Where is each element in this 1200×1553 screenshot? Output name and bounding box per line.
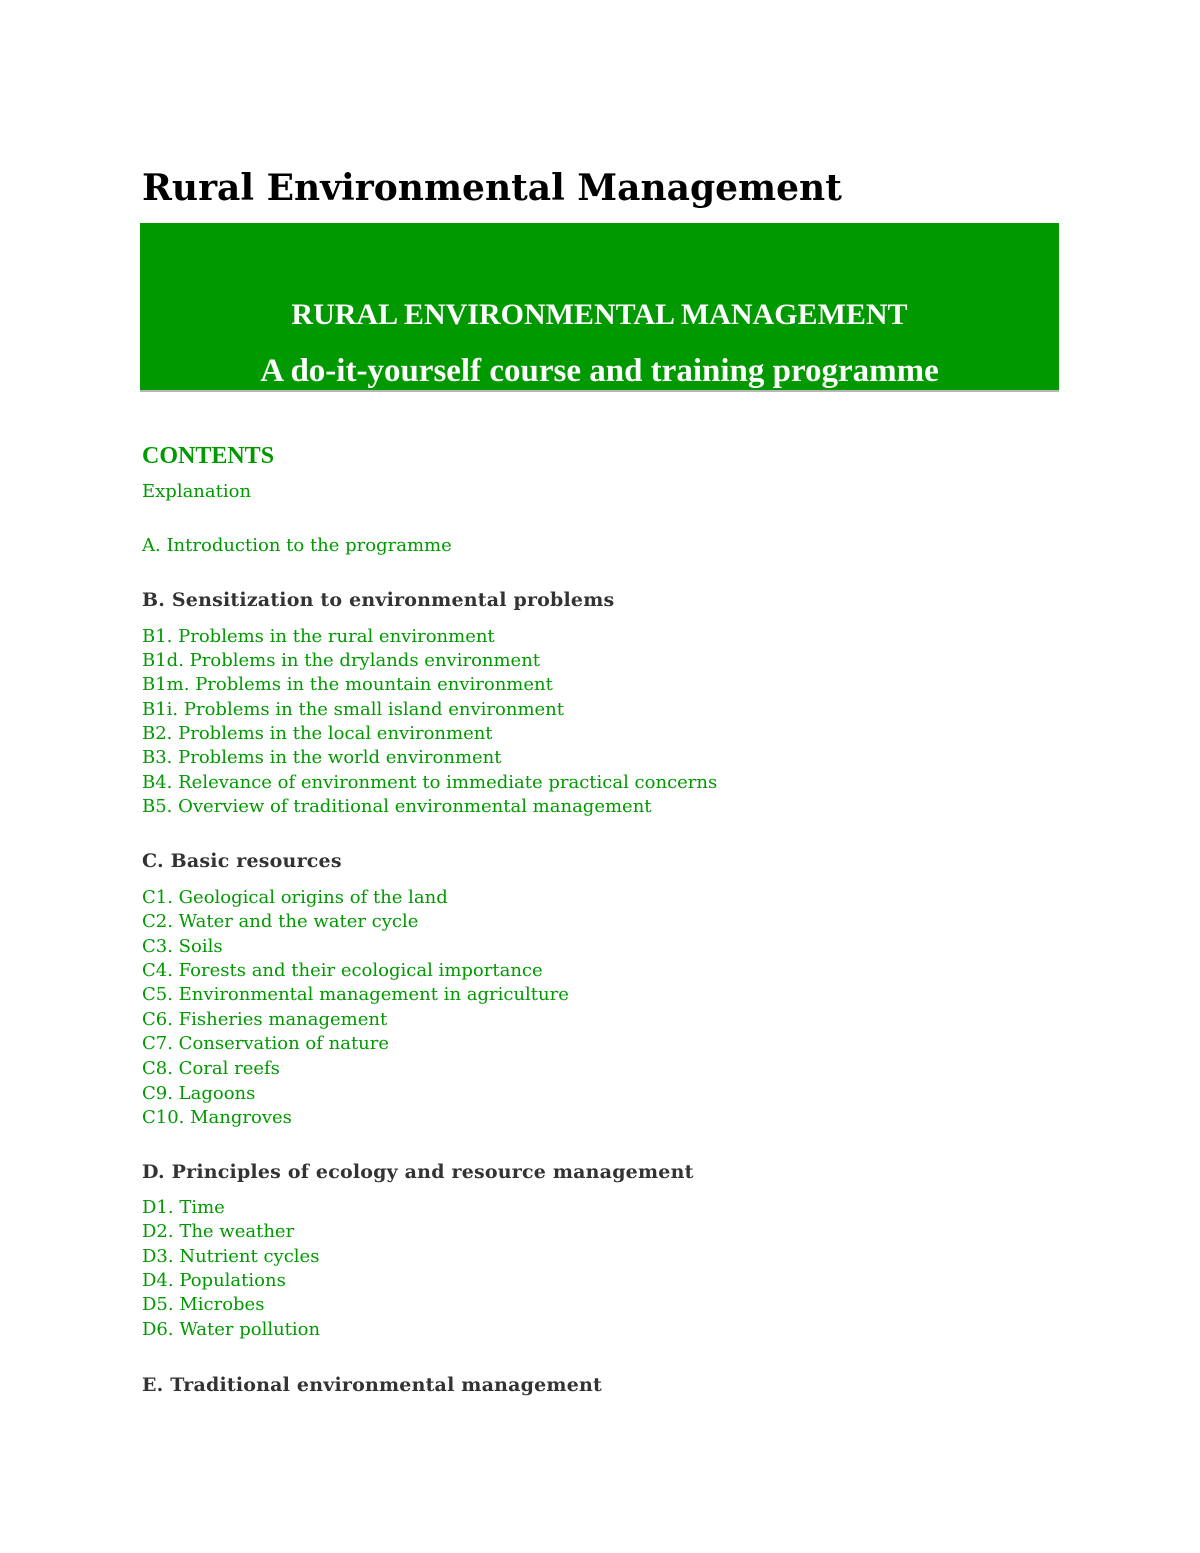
toc-link-c5[interactable]: C5. Environmental management in agriculture	[142, 984, 569, 1005]
toc-link-b3[interactable]: B3. Problems in the world environment	[142, 747, 502, 768]
toc-link-b5[interactable]: B5. Overview of traditional environmental management	[142, 796, 652, 817]
toc-link-c7[interactable]: C7. Conservation of nature	[142, 1033, 390, 1054]
toc-link-c3[interactable]: C3. Soils	[142, 936, 223, 957]
toc-link-d4[interactable]: D4. Populations	[142, 1270, 286, 1291]
toc-link-d1[interactable]: D1. Time	[142, 1197, 225, 1218]
toc-link-b1d[interactable]: B1d. Problems in the drylands environment	[142, 650, 541, 671]
toc-link-b1[interactable]: B1. Problems in the rural environment	[142, 626, 495, 647]
toc-link-explanation[interactable]: Explanation	[142, 481, 252, 502]
toc-link-c8[interactable]: C8. Coral reefs	[142, 1058, 280, 1079]
toc-link-b2[interactable]: B2. Problems in the local environment	[142, 723, 493, 744]
section-heading-e: E. Traditional environmental management	[142, 1374, 602, 1396]
section-heading-b: B. Sensitization to environmental problems	[142, 589, 615, 611]
toc-link-c4[interactable]: C4. Forests and their ecological importance	[142, 960, 543, 981]
toc-link-c2[interactable]: C2. Water and the water cycle	[142, 911, 419, 932]
toc-link-c10[interactable]: C10. Mangroves	[142, 1107, 292, 1128]
toc-link-d2[interactable]: D2. The weather	[142, 1221, 295, 1242]
banner-title: RURAL ENVIRONMENTAL MANAGEMENT	[291, 298, 908, 331]
toc-link-b1m[interactable]: B1m. Problems in the mountain environment	[142, 674, 553, 695]
banner-subtitle: A do-it-yourself course and training programme	[260, 353, 939, 389]
toc-link-b4[interactable]: B4. Relevance of environment to immediate practical concerns	[142, 772, 718, 793]
contents-heading: CONTENTS	[142, 443, 275, 469]
toc-link-d3[interactable]: D3. Nutrient cycles	[142, 1246, 320, 1267]
toc-link-d5[interactable]: D5. Microbes	[142, 1294, 265, 1315]
section-heading-d: D. Principles of ecology and resource management	[142, 1161, 694, 1183]
course-banner	[140, 223, 1059, 392]
page-title: Rural Environmental Management	[142, 167, 842, 209]
toc-link-c6[interactable]: C6. Fisheries management	[142, 1009, 388, 1030]
toc-link-c9[interactable]: C9. Lagoons	[142, 1083, 256, 1104]
toc-link-b1i[interactable]: B1i. Problems in the small island environment	[142, 699, 565, 720]
section-heading-c: C. Basic resources	[142, 850, 342, 872]
toc-link-c1[interactable]: C1. Geological origins of the land	[142, 887, 448, 908]
toc-link-d6[interactable]: D6. Water pollution	[142, 1319, 321, 1340]
toc-link-a-introduction[interactable]: A. Introduction to the programme	[142, 535, 452, 556]
